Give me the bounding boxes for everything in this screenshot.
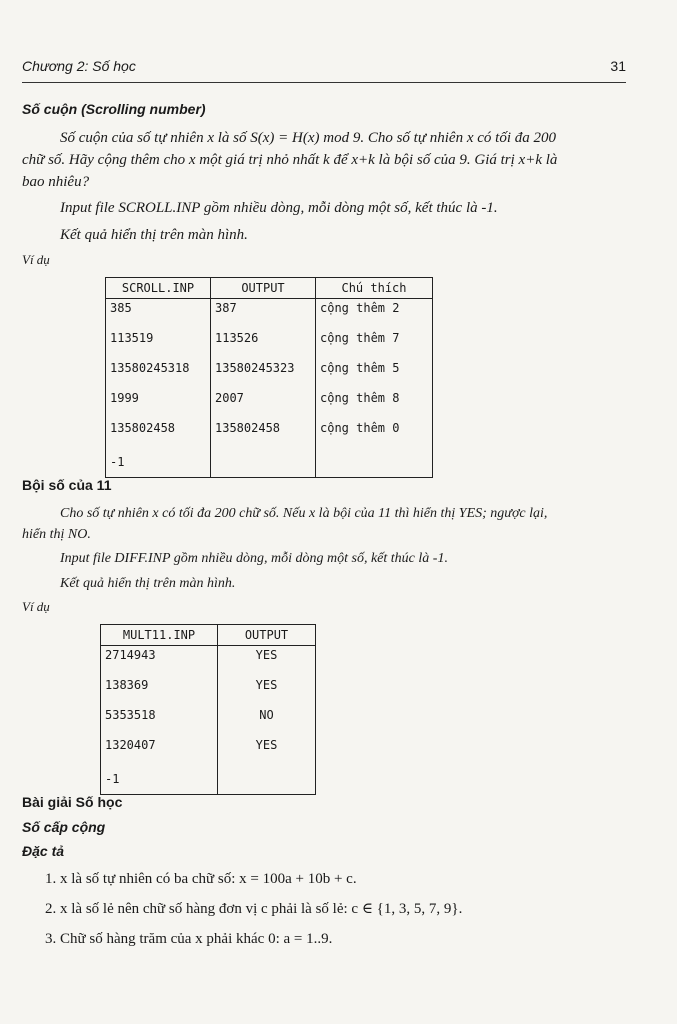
table-cell: -1 xyxy=(106,449,211,478)
table-cell: cộng thêm 0 xyxy=(316,419,433,449)
scroll-input-desc: Input file SCROLL.INP gồm nhiều dòng, mỗi dòng một số, kết thúc là -1. xyxy=(60,200,498,216)
table-cell: YES xyxy=(218,676,316,706)
table-row xyxy=(101,736,316,766)
table-cell: 2007 xyxy=(211,389,316,419)
table-row xyxy=(101,766,316,795)
table-row xyxy=(106,449,433,478)
table-row xyxy=(106,299,433,330)
table-header-cell: OUTPUT xyxy=(211,278,316,299)
table-cell: 387 xyxy=(211,299,316,330)
table-cell: 135802458 xyxy=(211,419,316,449)
table-cell: 13580245323 xyxy=(211,359,316,389)
table-header-cell: Chú thích xyxy=(316,278,433,299)
mult11-example-table xyxy=(100,624,316,795)
table-cell: 385 xyxy=(106,299,211,330)
table-row xyxy=(101,706,316,736)
scroll-example-table xyxy=(105,277,433,478)
table-row xyxy=(101,676,316,706)
solution-subheading: Số cấp cộng xyxy=(22,819,106,835)
table-cell: 1999 xyxy=(106,389,211,419)
spec-heading: Đặc tả xyxy=(22,843,65,859)
table-header-row xyxy=(106,278,433,299)
section-heading-scroll: Số cuộn (Scrolling number) xyxy=(22,101,206,117)
section-heading-mult11: Bội số của 11 xyxy=(22,477,112,493)
table-cell: cộng thêm 8 xyxy=(316,389,433,419)
table-row xyxy=(106,389,433,419)
table-cell xyxy=(316,449,433,478)
table-header-cell: MULT11.INP xyxy=(101,625,218,646)
table-cell: 2714943 xyxy=(101,646,218,677)
mult11-input-desc: Input file DIFF.INP gồm nhiều dòng, mỗi dòng một số, kết thúc là -1. xyxy=(60,551,448,566)
table-cell xyxy=(211,449,316,478)
table-cell: YES xyxy=(218,646,316,677)
list-item: 1. x là số tự nhiên có ba chữ số: x = 100a + 10b + c. xyxy=(60,868,462,898)
spec-list xyxy=(40,868,462,958)
table-row xyxy=(106,359,433,389)
list-item: 2. x là số lẻ nên chữ số hàng đơn vị c phải là số lẻ: c ∈ {1, 3, 5, 7, 9}. xyxy=(60,898,462,928)
table-cell: YES xyxy=(218,736,316,766)
mult11-para-line1: Cho số tự nhiên x có tối đa 200 chữ số. Nếu x là bội của 11 thì hiển thị YES; ngược lại, xyxy=(60,506,548,521)
mult11-para-line2: hiển thị NO. xyxy=(22,527,91,542)
table-cell: cộng thêm 7 xyxy=(316,329,433,359)
table-cell: 113526 xyxy=(211,329,316,359)
scroll-output-desc: Kết quả hiển thị trên màn hình. xyxy=(60,227,248,243)
mult11-example-label: Ví dụ xyxy=(22,599,50,614)
scroll-example-label: Ví dụ xyxy=(22,252,50,267)
table-cell: cộng thêm 5 xyxy=(316,359,433,389)
scroll-para-line2: chữ số. Hãy cộng thêm cho x một giá trị nhỏ nhất k để x+k là bội số của 9. Giá trị x+k là xyxy=(22,152,558,168)
scroll-para-line3: bao nhiêu? xyxy=(22,174,90,190)
page-header xyxy=(22,58,626,83)
table-header-row xyxy=(101,625,316,646)
table-cell: cộng thêm 2 xyxy=(316,299,433,330)
table-row xyxy=(106,329,433,359)
table-cell xyxy=(218,766,316,795)
chapter-title: Chương 2: Số học xyxy=(22,58,136,74)
solution-heading: Bài giải Số học xyxy=(22,794,123,810)
table-cell: 1320407 xyxy=(101,736,218,766)
table-cell: 5353518 xyxy=(101,706,218,736)
table-cell: 13580245318 xyxy=(106,359,211,389)
page-number: 31 xyxy=(610,58,626,74)
list-item: 3. Chữ số hàng trăm của x phải khác 0: a = 1..9. xyxy=(60,928,462,958)
table-cell: NO xyxy=(218,706,316,736)
table-cell: 113519 xyxy=(106,329,211,359)
scroll-para-line1: Số cuộn của số tự nhiên x là số S(x) = H(x) mod 9. Cho số tự nhiên x có tối đa 200 xyxy=(60,130,556,146)
mult11-output-desc: Kết quả hiển thị trên màn hình. xyxy=(60,576,236,591)
table-row xyxy=(101,646,316,677)
table-header-cell: SCROLL.INP xyxy=(106,278,211,299)
table-row xyxy=(106,419,433,449)
table-cell: 135802458 xyxy=(106,419,211,449)
table-header-cell: OUTPUT xyxy=(218,625,316,646)
table-cell: -1 xyxy=(101,766,218,795)
table-cell: 138369 xyxy=(101,676,218,706)
